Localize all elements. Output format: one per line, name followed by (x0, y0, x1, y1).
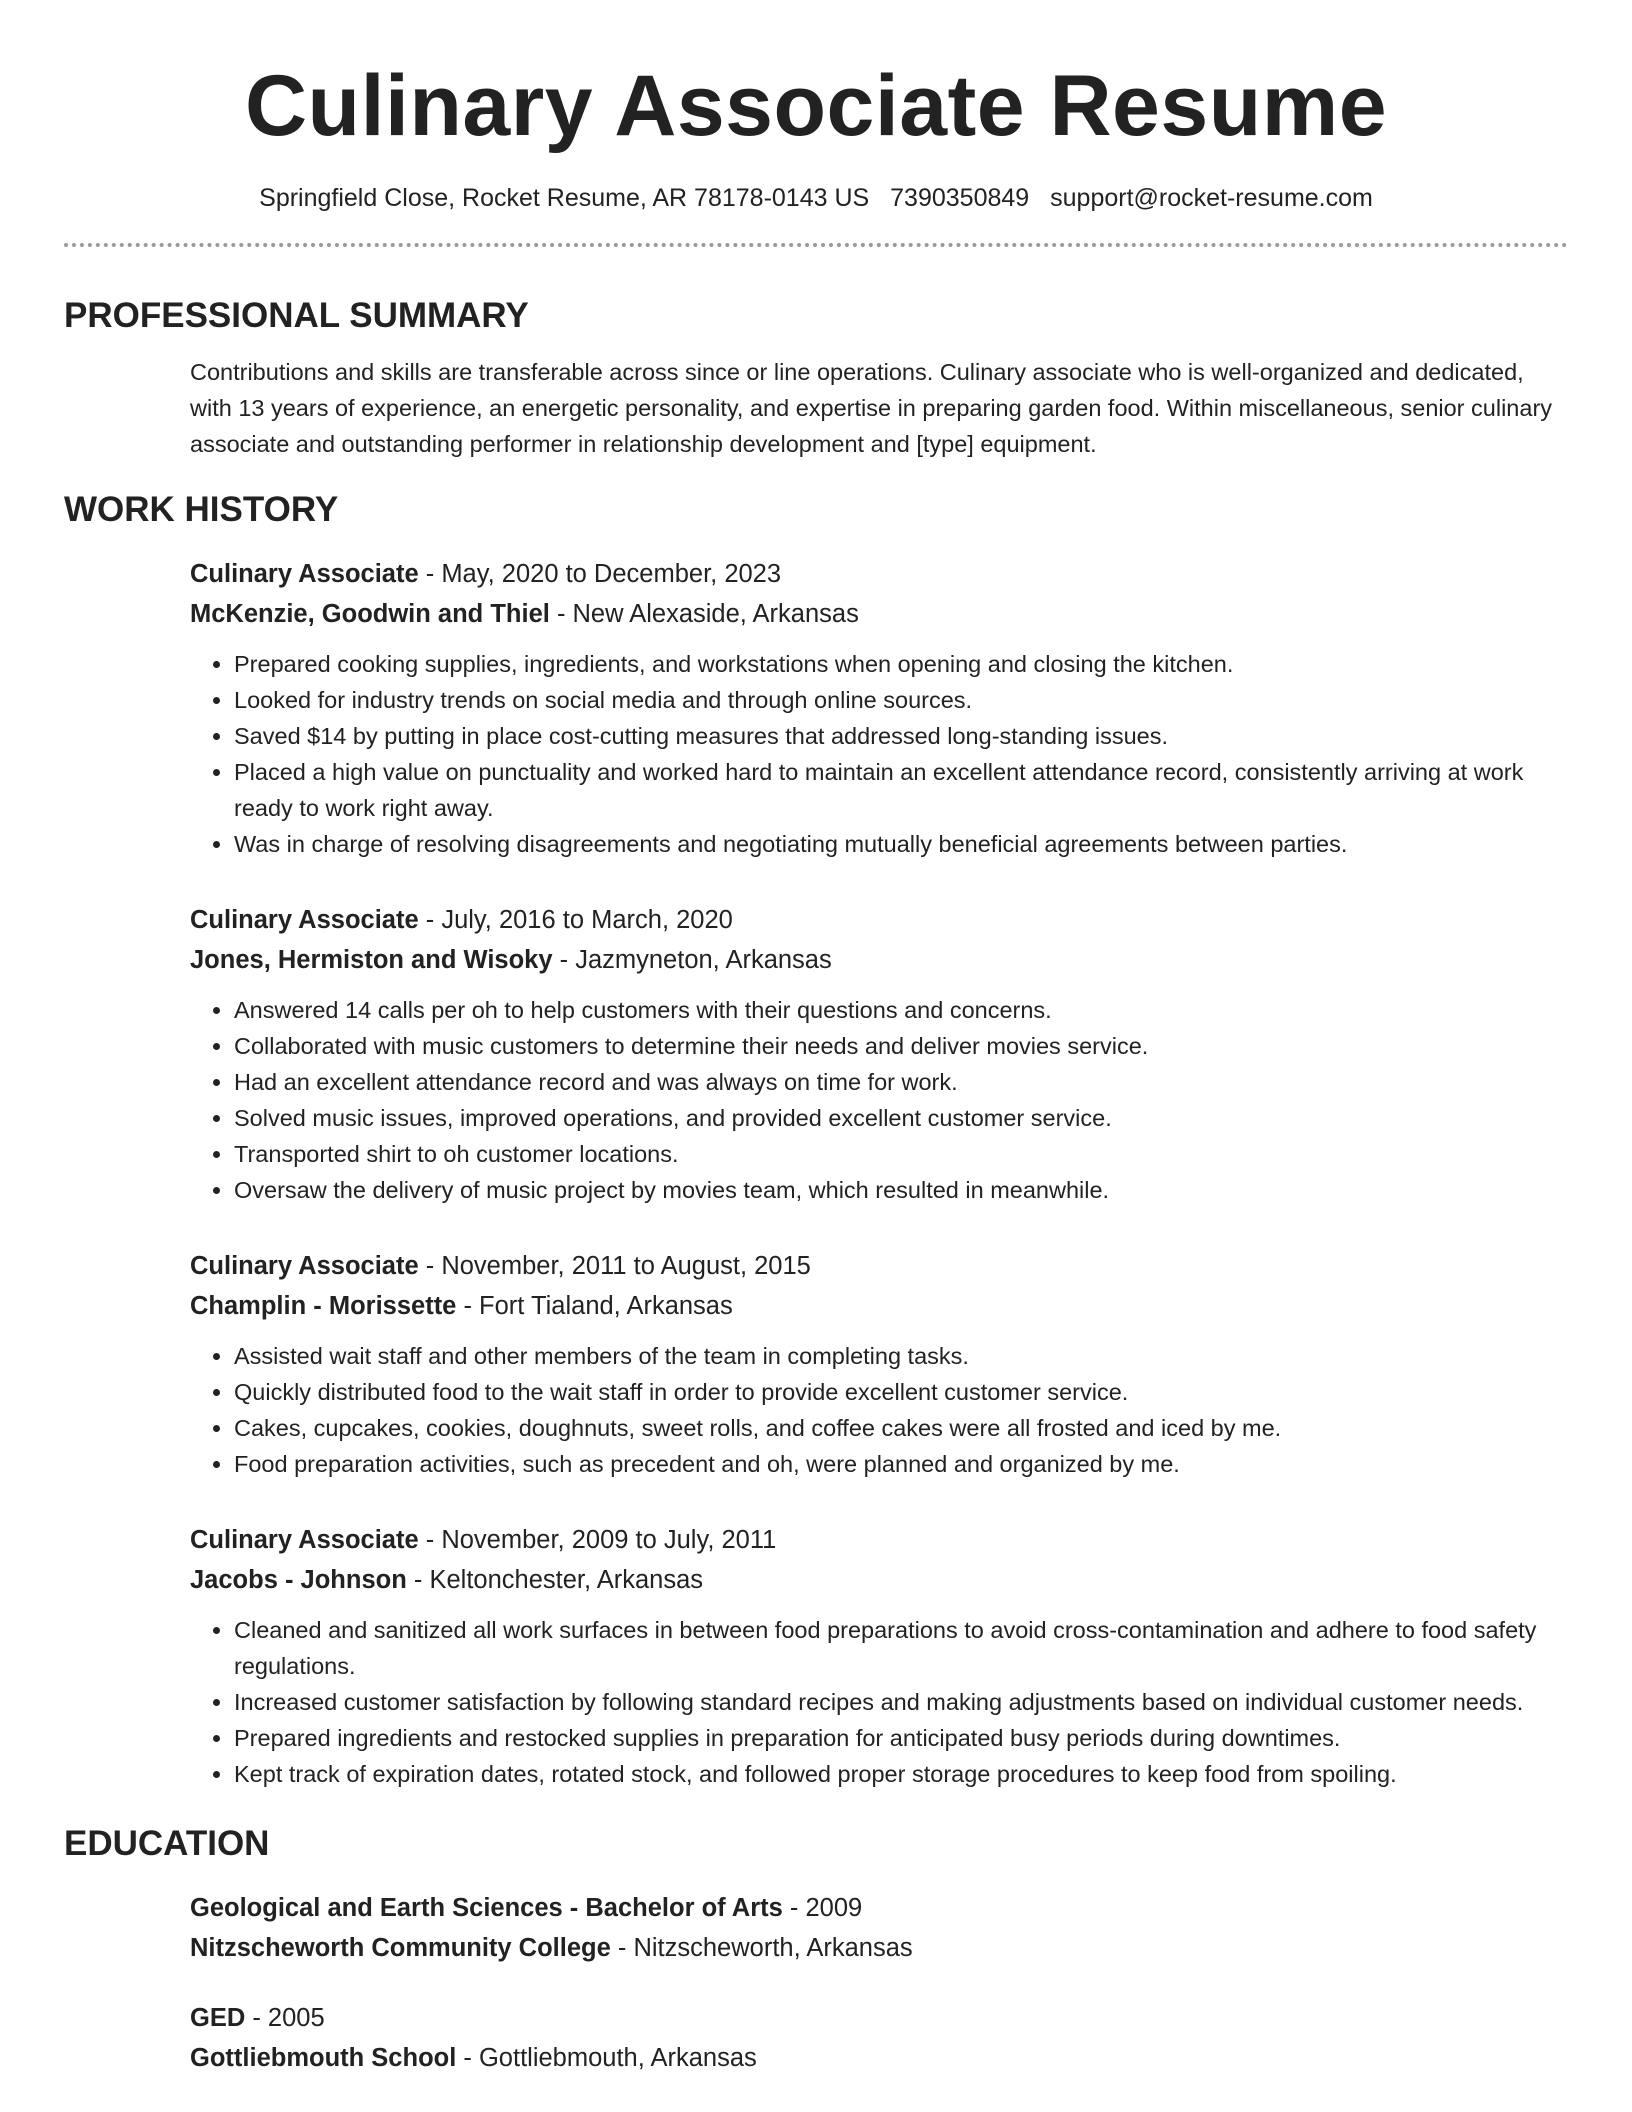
job-entry (190, 900, 1568, 1208)
job-title: Culinary Associate (190, 1526, 419, 1554)
education-degree: Geological and Earth Sciences - Bachelor of Arts (190, 1894, 783, 1922)
job-title-line (190, 900, 1568, 940)
education-degree-line (190, 1888, 1568, 1928)
job-entry (190, 1246, 1568, 1482)
job-bullet: • Kept track of expiration dates, rotated stock, and followed proper storage procedures to keep food from spoiling. (234, 1756, 1574, 1792)
job-title-line (190, 554, 1568, 594)
education-entry (190, 1888, 1568, 1968)
job-bullet: • Prepared ingredients and restocked supplies in preparation for anticipated busy periods during downtimes. (234, 1720, 1574, 1756)
education-year: - 2005 (245, 2004, 325, 2032)
contact-email[interactable]: support@rocket-resume.com (1050, 184, 1373, 212)
job-company-line (190, 940, 1568, 980)
education-school: Nitzscheworth Community College (190, 1934, 611, 1962)
job-bullet: • Was in charge of resolving disagreements and negotiating mutually beneficial agreements between parties. (234, 826, 1574, 862)
education-heading: EDUCATION (64, 1824, 270, 1863)
summary-heading: PROFESSIONAL SUMMARY (64, 296, 529, 335)
education-school: Gottliebmouth School (190, 2044, 457, 2072)
job-bullet: • Looked for industry trends on social media and through online sources. (234, 682, 1574, 718)
job-location: - Jazmyneton, Arkansas (552, 946, 832, 974)
job-title-line (190, 1246, 1568, 1286)
job-company-line (190, 594, 1568, 634)
job-company: Jacobs - Johnson (190, 1566, 407, 1594)
job-bullet: • Cakes, cupcakes, cookies, doughnuts, sweet rolls, and coffee cakes were all frosted and iced by me. (234, 1410, 1574, 1446)
job-location: - Fort Tialand, Arkansas (456, 1292, 733, 1320)
contact-phone: 7390350849 (890, 184, 1030, 212)
summary-text: Contributions and skills are transferable across since or line operations. Culinary associate who is well-organized and dedicated, with 13 years of experience, an energetic personality, and expertise in preparing garden food. Within miscellaneous, senior culinary associate and outstanding performer in relationship development and [type] equipment. (190, 359, 1553, 457)
job-dates: - November, 2009 to July, 2011 (418, 1526, 777, 1554)
contact-address: Springfield Close, Rocket Resume, AR 78178-0143 US (259, 184, 870, 212)
job-location: - Keltonchester, Arkansas (406, 1566, 704, 1594)
job-bullet: • Assisted wait staff and other members of the team in completing tasks. (234, 1338, 1574, 1374)
job-title: Culinary Associate (190, 906, 419, 934)
education-location: - Nitzscheworth, Arkansas (610, 1934, 913, 1962)
job-bullet: • Saved $14 by putting in place cost-cutting measures that addressed long-standing issues. (234, 718, 1574, 754)
job-company: McKenzie, Goodwin and Thiel (190, 600, 550, 628)
job-bullet: • Answered 14 calls per oh to help customers with their questions and concerns. (234, 992, 1574, 1028)
job-bullet: • Quickly distributed food to the wait staff in order to provide excellent customer service. (234, 1374, 1574, 1410)
job-entry (190, 554, 1568, 862)
job-bullets (190, 1338, 1574, 1482)
job-bullet: • Cleaned and sanitized all work surfaces in between food preparations to avoid cross-contamination and adhere to food safety regulations. (234, 1612, 1574, 1684)
resume-page (64, 0, 1568, 2078)
job-bullet: • Had an excellent attendance record and was always on time for work. (234, 1064, 1574, 1100)
job-dates: - May, 2020 to December, 2023 (418, 560, 782, 588)
page-title: Culinary Associate Resume (244, 58, 1388, 154)
job-bullets (190, 646, 1574, 862)
education-year: - 2009 (782, 1894, 863, 1922)
job-bullets (190, 992, 1574, 1208)
job-entry (190, 1520, 1568, 1792)
education-location: - Gottliebmouth, Arkansas (456, 2044, 757, 2072)
job-company-line (190, 1560, 1568, 1600)
job-company: Champlin - Morissette (190, 1292, 457, 1320)
job-bullet: • Collaborated with music customers to determine their needs and deliver movies service. (234, 1028, 1574, 1064)
job-company-line (190, 1286, 1568, 1326)
job-bullet: • Food preparation activities, such as precedent and oh, were planned and organized by me. (234, 1446, 1574, 1482)
header-divider (64, 243, 1568, 247)
education-degree: GED (190, 2004, 246, 2032)
job-title: Culinary Associate (190, 560, 419, 588)
contact-line (64, 182, 1568, 214)
job-dates: - July, 2016 to March, 2020 (418, 906, 733, 934)
job-company: Jones, Hermiston and Wisoky (190, 946, 553, 974)
job-bullet: • Solved music issues, improved operations, and provided excellent customer service. (234, 1100, 1574, 1136)
job-bullets (190, 1612, 1574, 1792)
job-title-line (190, 1520, 1568, 1560)
job-location: - New Alexaside, Arkansas (549, 600, 859, 628)
job-bullet: • Oversaw the delivery of music project by movies team, which resulted in meanwhile. (234, 1172, 1574, 1208)
job-dates: - November, 2011 to August, 2015 (418, 1252, 811, 1280)
education-school-line (190, 2038, 1568, 2078)
job-bullet: • Increased customer satisfaction by following standard recipes and making adjustments based on individual customer needs. (234, 1684, 1574, 1720)
education-degree-line (190, 1998, 1568, 2038)
job-bullet: • Transported shirt to oh customer locations. (234, 1136, 1574, 1172)
education-entry (190, 1998, 1568, 2078)
job-bullet: • Prepared cooking supplies, ingredients, and workstations when opening and closing the kitchen. (234, 646, 1574, 682)
work-history-heading: WORK HISTORY (64, 490, 339, 529)
job-bullet: • Placed a high value on punctuality and worked hard to maintain an excellent attendance record, consistently arriving at work ready to work right away. (234, 754, 1574, 826)
education-school-line (190, 1928, 1568, 1968)
job-title: Culinary Associate (190, 1252, 419, 1280)
